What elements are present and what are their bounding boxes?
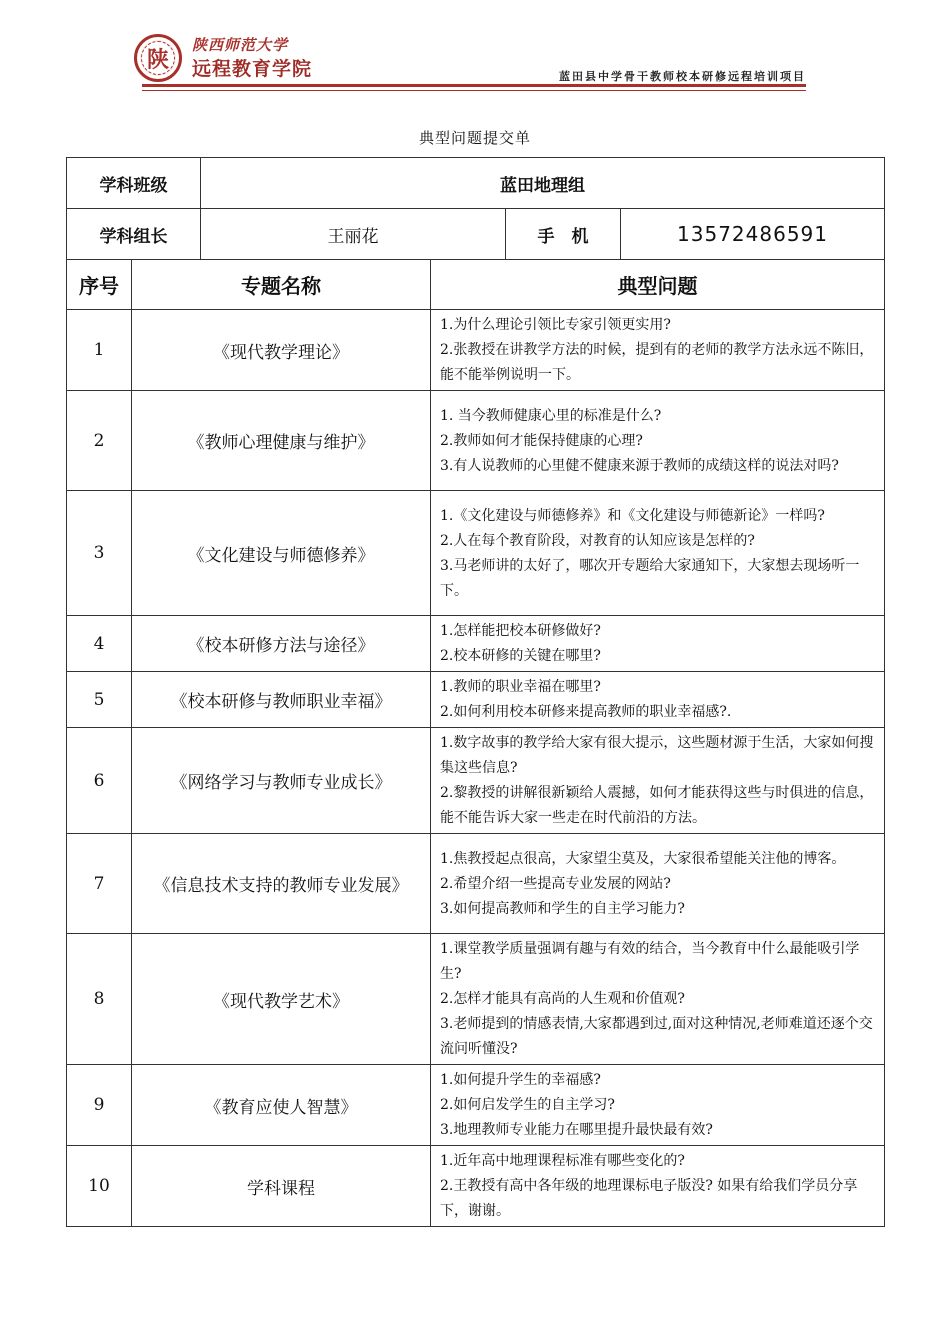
col-header-topic: 专题名称: [132, 260, 431, 310]
row-number: 5: [67, 672, 132, 728]
row-topic: 《现代教学艺术》: [132, 934, 431, 1065]
row-topic: 《教育应使人智慧》: [132, 1065, 431, 1146]
table-row: [67, 391, 885, 491]
row-questions: [431, 1146, 885, 1227]
question-item: 1.数字故事的教学给大家有很大提示，这些题材源于生活，大家如何搜集这些信息?: [440, 735, 874, 776]
class-label: 学科班级: [67, 158, 201, 209]
header-rule-thin: [142, 90, 806, 91]
row-number: 4: [67, 616, 132, 672]
col-header-no: 序号: [67, 260, 132, 310]
table-header-row: [67, 260, 885, 310]
row-questions: [431, 491, 885, 616]
leader-row: [67, 209, 885, 260]
question-item: 1.近年高中地理课程标准有哪些变化的?: [440, 1153, 685, 1169]
row-questions: [431, 310, 885, 391]
question-item: 3.地理教师专业能力在哪里提升最快最有效?: [440, 1122, 713, 1138]
question-item: 1. 当今教师健康心里的标准是什么?: [440, 407, 662, 424]
table-row: [67, 1065, 885, 1146]
question-item: 1.焦教授起点很高，大家望尘莫及，大家很希望能关注他的博客。: [440, 850, 846, 867]
table-row: [67, 310, 885, 391]
page-header: [0, 0, 950, 100]
row-topic: 《校本研修方法与途径》: [132, 616, 431, 672]
document-title: 典型问题提交单: [418, 129, 531, 147]
table-row: [67, 491, 885, 616]
question-item: 1.教师的职业幸福在哪里?: [440, 679, 601, 695]
question-item: 2.怎样才能具有高尚的人生观和价值观?: [440, 991, 685, 1007]
question-item: 1.如何提升学生的幸福感?: [440, 1072, 601, 1088]
row-questions: [431, 934, 885, 1065]
row-number: 8: [67, 934, 132, 1065]
question-item: 3.老师提到的情感表情,大家都遇到过,面对这种情况,老师难道还逐个交流问听懂没?: [440, 1016, 873, 1057]
row-questions: [431, 616, 885, 672]
row-questions: [431, 672, 885, 728]
table-row: [67, 616, 885, 672]
header-rule-thick: [142, 84, 806, 87]
row-topic: 《教师心理健康与维护》: [132, 391, 431, 491]
question-item: 2.如何启发学生的自主学习?: [440, 1097, 615, 1113]
leader-value: 王丽花: [201, 209, 506, 260]
row-number: 10: [67, 1146, 132, 1227]
project-name: 蓝田县中学骨干教师校本研修远程培训项目: [559, 70, 806, 83]
table-row: [67, 934, 885, 1065]
info-form: [66, 157, 885, 260]
row-topic: 《校本研修与教师职业幸福》: [132, 672, 431, 728]
row-topic: 《文化建设与师德修养》: [132, 491, 431, 616]
row-topic: 《信息技术支持的教师专业发展》: [132, 834, 431, 934]
question-item: 3.有人说教师的心里健不健康来源于教师的成绩这样的说法对吗?: [440, 457, 839, 474]
question-item: 1.为什么理论引领比专家引领更实用?: [440, 317, 671, 333]
question-item: 1.怎样能把校本研修做好?: [440, 623, 601, 639]
class-row: [67, 158, 885, 209]
leader-label: 学科组长: [67, 209, 201, 260]
table-row: [67, 672, 885, 728]
question-item: 2.黎教授的讲解很新颖给人震撼，如何才能获得这些与时俱进的信息，能不能告诉大家一些走在时代前沿的方法。: [440, 785, 874, 826]
table-row: [67, 834, 885, 934]
row-number: 6: [67, 728, 132, 834]
table-row: [67, 1146, 885, 1227]
row-topic: 《网络学习与教师专业成长》: [132, 728, 431, 834]
class-value: 蓝田地理组: [201, 158, 885, 209]
row-number: 1: [67, 310, 132, 391]
question-item: 3.如何提高教师和学生的自主学习能力?: [440, 900, 685, 917]
row-questions: [431, 728, 885, 834]
question-item: 2.教师如何才能保持健康的心理?: [440, 432, 643, 449]
question-item: 2.王教授有高中各年级的地理课标电子版没? 如果有给我们学员分享下，谢谢。: [440, 1178, 858, 1219]
table-row: [67, 728, 885, 834]
row-topic: 《现代教学理论》: [132, 310, 431, 391]
row-number: 7: [67, 834, 132, 934]
row-questions: [431, 391, 885, 491]
university-seal-logo: [134, 34, 182, 82]
phone-label: 手 机: [506, 209, 621, 260]
row-number: 3: [67, 491, 132, 616]
col-header-questions: 典型问题: [431, 260, 885, 310]
question-table: [66, 259, 885, 1227]
question-item: 2.希望介绍一些提高专业发展的网站?: [440, 875, 671, 892]
question-rows: [67, 310, 885, 1227]
row-number: 9: [67, 1065, 132, 1146]
row-number: 2: [67, 391, 132, 491]
question-item: 2.张教授在讲教学方法的时候，提到有的老师的教学方法永远不陈旧，能不能举例说明一下。: [440, 342, 874, 383]
seal-glyph: 陕: [146, 47, 169, 73]
question-item: 1.《文化建设与师德修养》和《文化建设与师德新论》一样吗?: [440, 507, 825, 524]
phone-value: 13572486591: [621, 209, 885, 260]
question-item: 1.课堂教学质量强调有趣与有效的结合，当今教育中什么最能吸引学生?: [440, 941, 860, 982]
row-questions: [431, 1065, 885, 1146]
university-name: 陕西师范大学: [192, 36, 289, 54]
question-item: 3.马老师讲的太好了，哪次开专题给大家通知下，大家想去现场听一下。: [440, 557, 860, 599]
question-item: 2.人在每个教育阶段，对教育的认知应该是怎样的?: [440, 532, 755, 549]
question-item: 2.如何利用校本研修来提高教师的职业幸福感?.: [440, 704, 732, 720]
question-item: 2.校本研修的关键在哪里?: [440, 648, 601, 664]
row-topic: 学科课程: [132, 1146, 431, 1227]
row-questions: [431, 834, 885, 934]
school-name: 远程教育学院: [192, 58, 313, 80]
